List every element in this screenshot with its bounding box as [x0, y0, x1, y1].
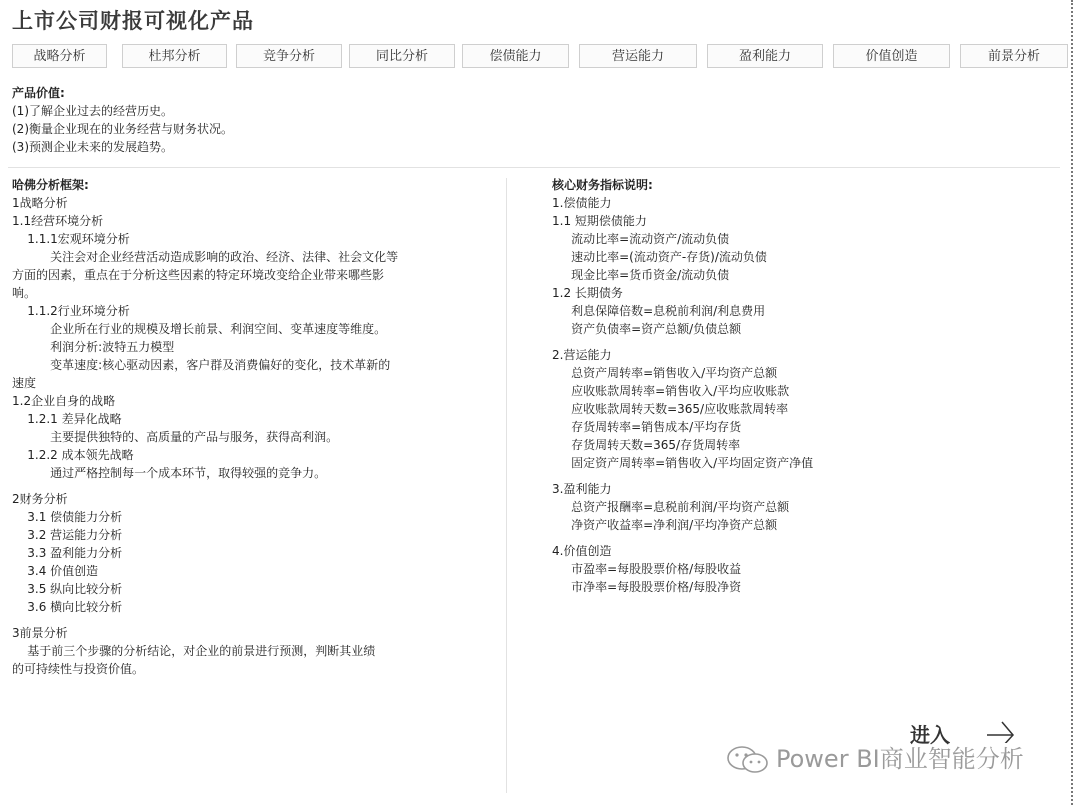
- harvard-line: 1.1经营环境分析: [12, 214, 104, 228]
- harvard-line: 1.1.1宏观环境分析: [12, 232, 130, 246]
- core-metrics-line: 市盈率=每股股票价格/每股收益: [552, 562, 742, 576]
- spacer: [552, 472, 972, 480]
- harvard-line: 变革速度:核心驱动因素，客户群及消费偏好的变化，技术革新的速度: [12, 358, 391, 390]
- harvard-line: 企业所在行业的规模及增长前景、利润空间、变革速度等维度。: [12, 322, 387, 336]
- product-value-heading: 产品价值:: [12, 86, 65, 100]
- harvard-line: 1战略分析: [12, 196, 68, 210]
- harvard-lines: [12, 194, 402, 678]
- harvard-line: 1.2.2 成本领先战略: [12, 448, 134, 462]
- core-metrics-heading: 核心财务指标说明:: [552, 178, 653, 192]
- harvard-line: 基于前三个步骤的分析结论，对企业的前景进行预测，判断其业绩: [12, 644, 376, 658]
- harvard-framework-section: [12, 176, 402, 678]
- harvard-line: 1.1.2行业环境分析: [12, 304, 130, 318]
- wechat-icon: [726, 745, 770, 775]
- core-metrics-section: [552, 176, 972, 596]
- core-metrics-line: 资产负债率=资产总额/负债总额: [552, 322, 742, 336]
- nav-button-value-creation[interactable]: 价值创造: [833, 44, 950, 68]
- nav-button-strategy[interactable]: 战略分析: [12, 44, 107, 68]
- core-metrics-line: 利息保障倍数=息税前利润/利息费用: [552, 304, 766, 318]
- enter-label: 进入: [910, 723, 950, 747]
- column-divider: [506, 178, 507, 793]
- core-metrics-lines: [552, 194, 972, 596]
- harvard-line: 3前景分析: [12, 626, 68, 640]
- harvard-line: 3.6 横向比较分析: [12, 600, 123, 614]
- product-value-line: (2)衡量企业现在的业务经营与财务状况。: [12, 122, 233, 136]
- core-metrics-line: 净资产收益率=净利润/平均净资产总额: [552, 518, 778, 532]
- harvard-line: 1.2企业自身的战略: [12, 394, 116, 408]
- harvard-line: 2财务分析: [12, 492, 68, 506]
- spacer: [12, 616, 402, 624]
- harvard-heading: 哈佛分析框架:: [12, 178, 89, 192]
- nav-button-outlook[interactable]: 前景分析: [960, 44, 1068, 68]
- harvard-line: 主要提供独特的、高质量的产品与服务，获得高利润。: [12, 430, 339, 444]
- core-metrics-line: 2.营运能力: [552, 348, 612, 362]
- core-metrics-line: 固定资产周转率=销售收入/平均固定资产净值: [552, 456, 814, 470]
- core-metrics-line: 总资产周转率=销售收入/平均资产总额: [552, 366, 778, 380]
- spacer: [12, 482, 402, 490]
- canvas-edge-dotted-border: [1071, 0, 1073, 805]
- harvard-line: 利润分析:波特五力模型: [12, 340, 175, 354]
- nav-button-operation[interactable]: 营运能力: [579, 44, 697, 68]
- core-metrics-line: 1.2 长期债务: [552, 286, 623, 300]
- harvard-line: 3.2 营运能力分析: [12, 528, 123, 542]
- core-metrics-line: 3.盈利能力: [552, 482, 612, 496]
- product-value-line: (3)预测企业未来的发展趋势。: [12, 140, 173, 154]
- spacer: [552, 338, 972, 346]
- nav-button-dupont[interactable]: 杜邦分析: [122, 44, 227, 68]
- section-divider: [8, 167, 1060, 168]
- watermark-text: Power BI商业智能分析: [776, 745, 1024, 773]
- core-metrics-line: 应收账款周转天数=365/应收账款周转率: [552, 402, 789, 416]
- harvard-line: 1.2.1 差异化战略: [12, 412, 122, 426]
- nav-button-solvency[interactable]: 偿债能力: [462, 44, 569, 68]
- spacer: [552, 534, 972, 542]
- core-metrics-line: 现金比率=货币资金/流动负债: [552, 268, 730, 282]
- harvard-line: 的可持续性与投资价值。: [12, 662, 145, 676]
- core-metrics-line: 1.偿债能力: [552, 196, 612, 210]
- core-metrics-line: 1.1 短期偿债能力: [552, 214, 647, 228]
- core-metrics-line: 应收账款周转率=销售收入/平均应收账款: [552, 384, 790, 398]
- harvard-line: 3.1 偿债能力分析: [12, 510, 123, 524]
- core-metrics-line: 市净率=每股股票价格/每股净资: [552, 580, 742, 594]
- core-metrics-line: 4.价值创造: [552, 544, 612, 558]
- harvard-line: 关注会对企业经营活动造成影响的政治、经济、法律、社会文化等方面的因素，重点在于分析这些因素的特定环境改变给企业带来哪些影响。: [12, 250, 399, 300]
- product-value-line: (1)了解企业过去的经营历史。: [12, 104, 173, 118]
- product-value-section: [12, 84, 233, 156]
- nav-bar: [0, 44, 1080, 70]
- nav-button-competition[interactable]: 竞争分析: [236, 44, 342, 68]
- core-metrics-line: 流动比率=流动资产/流动负债: [552, 232, 730, 246]
- harvard-line: 3.5 纵向比较分析: [12, 582, 123, 596]
- core-metrics-line: 存货周转天数=365/存货周转率: [552, 438, 741, 452]
- core-metrics-line: 存货周转率=销售成本/平均存货: [552, 420, 742, 434]
- nav-button-profitability[interactable]: 盈利能力: [707, 44, 823, 68]
- core-metrics-line: 总资产报酬率=息税前利润/平均资产总额: [552, 500, 790, 514]
- core-metrics-line: 速动比率=(流动资产-存货)/流动负债: [552, 250, 767, 264]
- harvard-line: 3.4 价值创造: [12, 564, 99, 578]
- harvard-line: 通过严格控制每一个成本环节，取得较强的竞争力。: [12, 466, 327, 480]
- nav-button-yoy[interactable]: 同比分析: [349, 44, 455, 68]
- harvard-line: 3.3 盈利能力分析: [12, 546, 123, 560]
- page-title: 上市公司财报可视化产品: [12, 9, 254, 33]
